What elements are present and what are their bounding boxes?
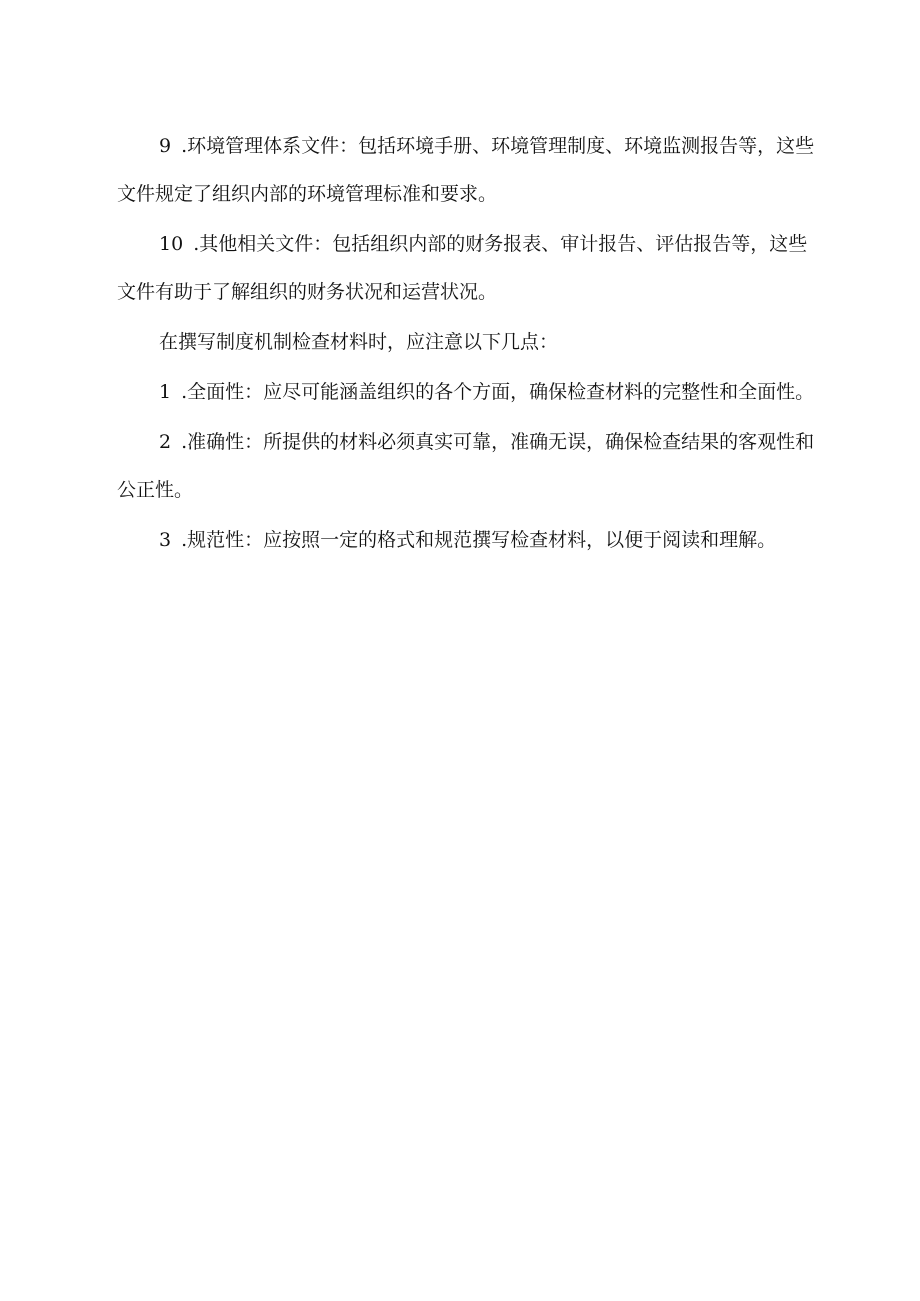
paragraph-number: 10 <box>159 233 184 255</box>
paragraph-text: .全面性：应尽可能涵盖组织的各个方面，确保检查材料的完整性和全面性。 <box>181 381 815 403</box>
paragraph-number: 2 <box>159 431 172 453</box>
paragraph-text: .规范性：应按照一定的格式和规范撰写检查材料，以便于阅读和理解。 <box>181 529 777 551</box>
paragraph-text: .准确性：所提供的材料必须真实可靠，准确无误，确保检查结果的客观性和公正性。 <box>117 431 815 501</box>
paragraph-item-10 <box>117 220 817 316</box>
paragraph-number: 1 <box>159 381 172 403</box>
paragraph-text: .环境管理体系文件：包括环境手册、环境管理制度、环境监测报告等，这些文件规定了组织内部的环境管理标准和要求。 <box>117 135 815 205</box>
paragraph-text: 在撰写制度机制检查材料时，应注意以下几点： <box>159 331 559 353</box>
paragraph-item-1 <box>117 368 817 416</box>
paragraph-item-9 <box>117 122 817 218</box>
paragraph-number: 9 <box>159 135 172 157</box>
paragraph-text: .其他相关文件：包括组织内部的财务报表、审计报告、评估报告等，这些文件有助于了解组织的财务状况和运营状况。 <box>117 233 808 303</box>
document-body <box>117 122 817 564</box>
paragraph-number: 3 <box>159 529 172 551</box>
paragraph-intro <box>117 318 817 366</box>
paragraph-item-2 <box>117 418 817 514</box>
paragraph-item-3 <box>117 516 817 564</box>
